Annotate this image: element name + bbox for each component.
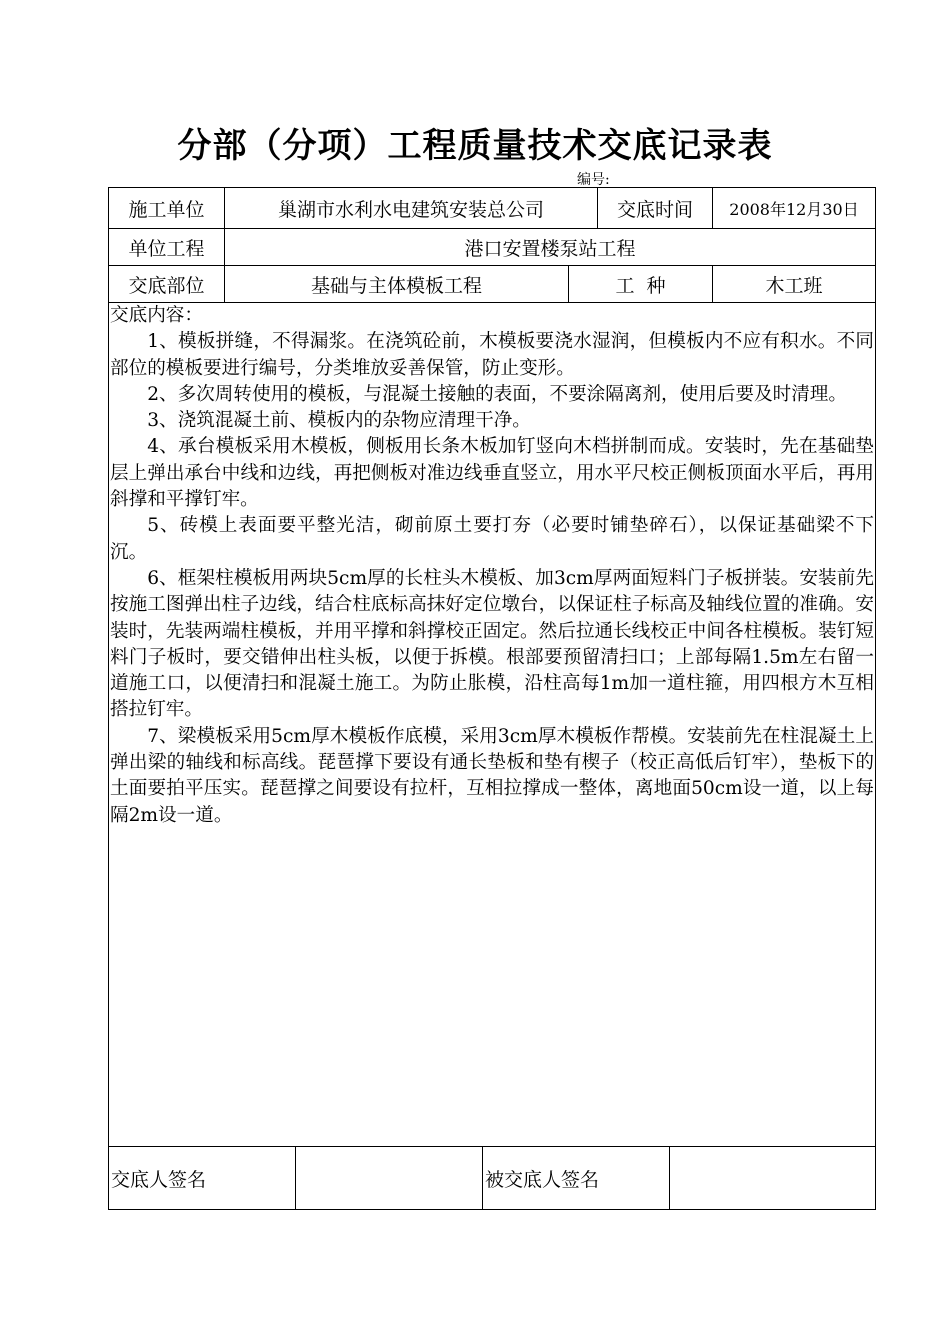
disclosure-part-label: 交底部位: [128, 274, 205, 297]
content-paragraph: 7、梁模板采用5cm厚木模板作底模，采用3cm厚木模板作帮模。安装前先在柱混凝土上弹出梁的轴线和标高线。琵琶撑下要设有通长垫板和垫有楔子（校正高低后钉牢），垫板下的土面要拍平压实。琵琶撑之间要设有拉杆，互相拉撑成一整体，离地面50cm设一道，以上每隔2m设一道。: [110, 725, 874, 826]
document-title: 分部（分项）工程质量技术交底记录表: [177, 126, 773, 166]
serial-number-label: 编号:: [577, 172, 610, 188]
content-paragraph: 2、多次周转使用的模板，与混凝土接触的表面，不要涂隔离剂，使用后要及时清理。: [147, 383, 847, 405]
construction-unit-value: 巢湖市水利水电建筑安装总公司: [277, 198, 544, 221]
unit-project-label: 单位工程: [128, 237, 205, 260]
content-paragraph: 5、砖模上表面要平整光洁，砌前原土要打夯（必要时铺垫碎石），以保证基础梁不下沉。: [110, 515, 874, 563]
content-heading: 交底内容：: [110, 305, 203, 326]
disclosure-date-value: 2008年12月30日: [729, 199, 859, 219]
content-paragraph: 4、承台模板采用木模板，侧板用长条木板加钉竖向木档拼制而成。安装时，先在基础垫层上弹出承台中线和边线，再把侧板对准边线垂直竖立，用水平尺校正侧板顶面水平后，再用斜撑和平撑钉牢。: [110, 436, 874, 511]
content-paragraph: 6、框架柱模板用两块5cm厚的长柱头木模板、加3cm厚两面短料门子板拼装。安装前先按施工图弹出柱子边线，结合柱底标高抹好定位墩台，以保证柱子标高及轴线位置的准确。安装时，先装两端柱模板，并用平撑和斜撑校正固定。然后拉通长线校正中间各柱模板。装钉短料门子板时，要交错伸出柱头板，以便于拆模。根部要预留清扫口；上部每隔1.5m左右留一道施工口，以便清扫和混凝土施工。为防止胀模，沿柱高每1m加一道柱箍，用四根方木互相搭拉钉牢。: [110, 567, 874, 721]
disclosure-content: [109, 303, 875, 829]
discloser-signature-label: 交底人签名: [111, 1169, 207, 1191]
content-paragraph: 1、模板拼缝，不得漏浆。在浇筑砼前，木模板要浇水湿润，但模板内不应有积水。不同部位的模板要进行编号，分类堆放妥善保管，防止变形。: [110, 331, 874, 379]
disclosure-record-table: [108, 187, 876, 1210]
construction-unit-label: 施工单位: [128, 198, 205, 221]
trade-value: 木工班: [765, 274, 823, 297]
receiver-signature-label: 被交底人签名: [485, 1169, 600, 1191]
disclosure-part-value: 基础与主体模板工程: [310, 274, 482, 297]
trade-label: 工 种: [615, 274, 666, 297]
receiver-signature-field[interactable]: [670, 1147, 875, 1210]
content-paragraph: 3、浇筑混凝土前、模板内的杂物应清理干净。: [147, 410, 531, 432]
disclosure-date-label: 交底时间: [616, 198, 693, 221]
unit-project-value: 港口安置楼泵站工程: [464, 237, 636, 260]
discloser-signature-field[interactable]: [296, 1147, 482, 1210]
